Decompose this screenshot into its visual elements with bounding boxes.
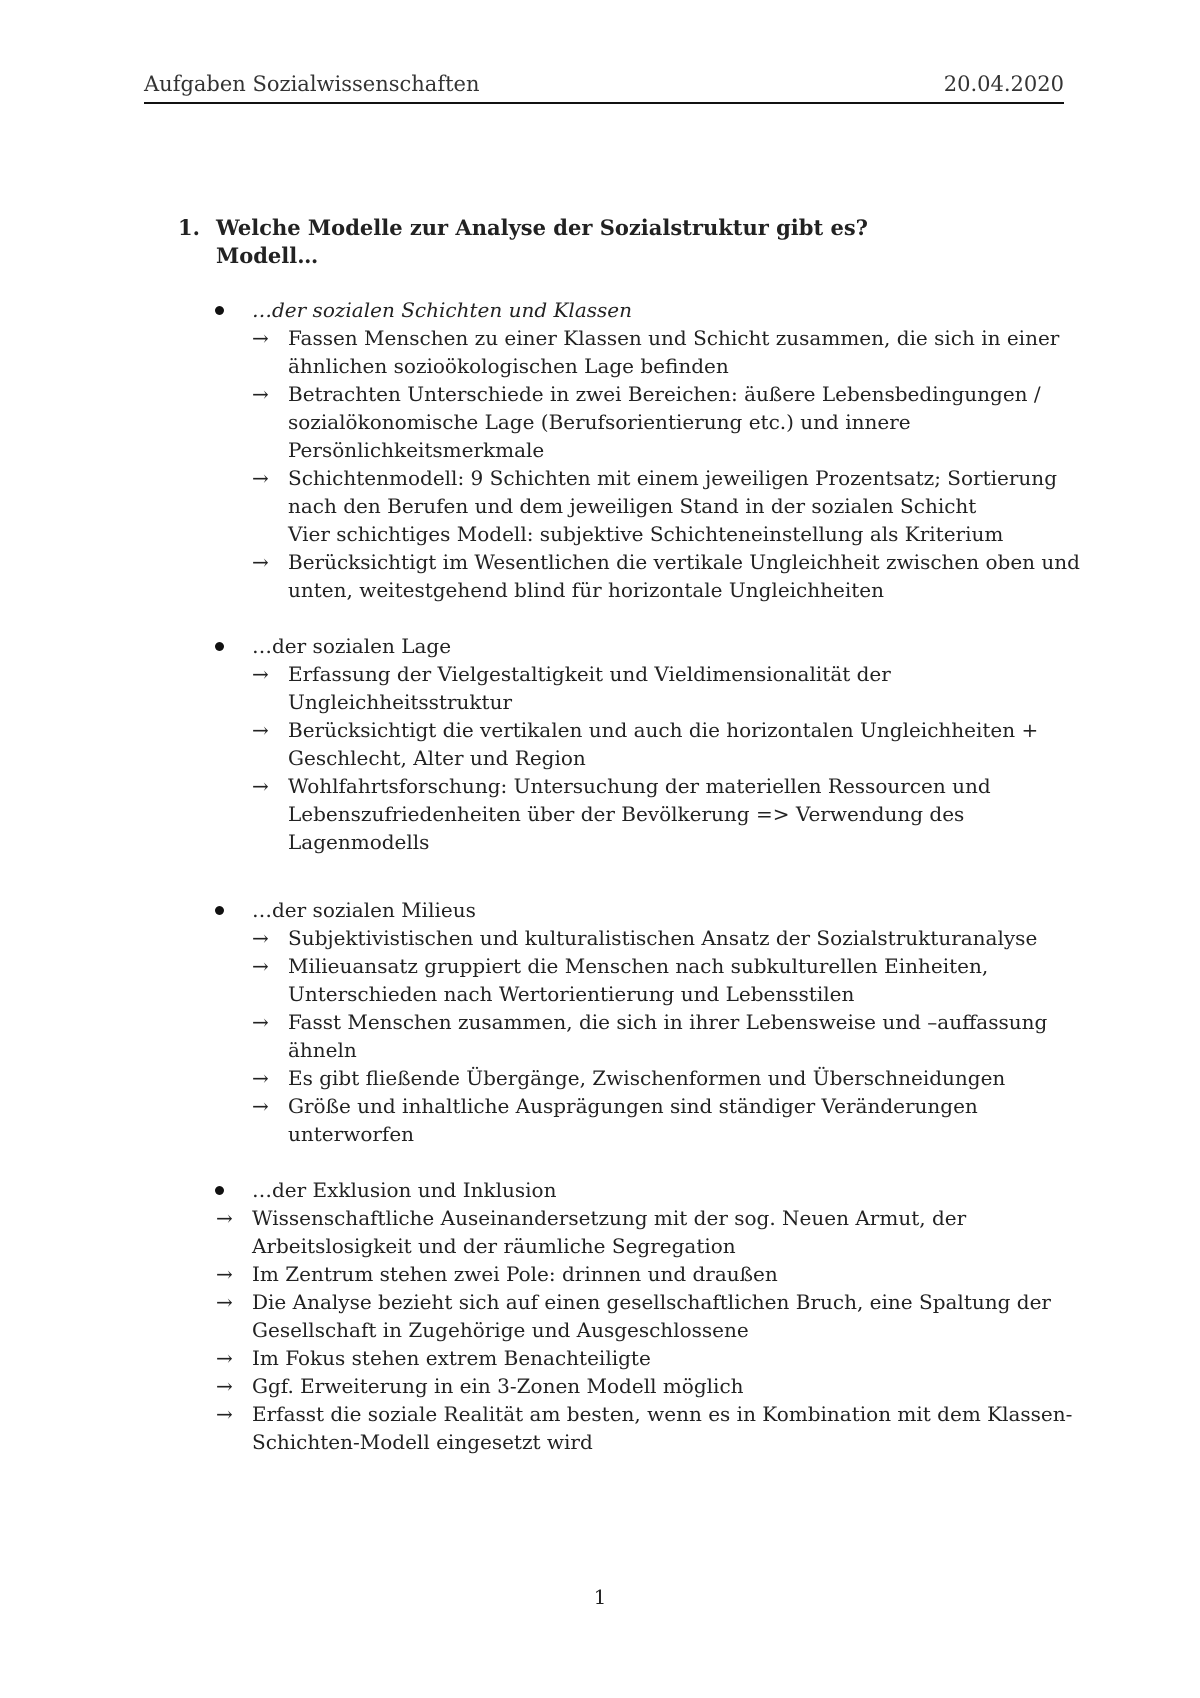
arrow-icon: → xyxy=(252,1066,269,1090)
section-heading: …der sozialen Schichten und Klassen xyxy=(252,298,632,322)
item-line: Persönlichkeitsmerkmale xyxy=(288,438,545,462)
bullet-icon xyxy=(215,906,224,915)
item-line: Größe und inhaltliche Ausprägungen sind ständiger Veränderungen xyxy=(288,1094,978,1118)
item-text xyxy=(252,1260,778,1288)
item-text xyxy=(288,380,1041,464)
item-line: Wohlfahrtsforschung: Untersuchung der materiellen Ressourcen und xyxy=(288,774,991,798)
arrow-icon: → xyxy=(252,1094,269,1118)
item-line: Arbeitslosigkeit und der räumliche Segregation xyxy=(252,1234,736,1258)
item-line: Es gibt fließende Übergänge, Zwischenformen und Überschneidungen xyxy=(288,1066,1006,1090)
bullet-icon xyxy=(215,306,224,315)
item-line: unterworfen xyxy=(288,1122,415,1146)
item-line: ähneln xyxy=(288,1038,357,1062)
arrow-icon: → xyxy=(252,1010,269,1034)
item-line: Berücksichtigt im Wesentlichen die vertikale Ungleichheit zwischen oben und xyxy=(288,550,1080,574)
bullet-icon xyxy=(215,1186,224,1195)
arrow-icon: → xyxy=(252,774,269,798)
item-line: Wissenschaftliche Auseinandersetzung mit der sog. Neuen Armut, der xyxy=(252,1206,967,1230)
item-line: Berücksichtigt die vertikalen und auch die horizontalen Ungleichheiten + xyxy=(288,718,1039,742)
item-text xyxy=(288,952,988,1008)
item-line: Geschlecht, Alter und Region xyxy=(288,746,586,770)
item-line: Erfassung der Vielgestaltigkeit und Vieldimensionalität der xyxy=(288,662,891,686)
arrow-icon: → xyxy=(216,1290,233,1314)
item-text xyxy=(252,1372,744,1400)
item-line: nach den Berufen und dem jeweiligen Stand in der sozialen Schicht xyxy=(288,494,977,518)
item-line: ähnlichen sozioökologischen Lage befinden xyxy=(288,354,729,378)
item-line: sozialökonomische Lage (Berufsorientierung etc.) und innere xyxy=(288,410,911,434)
item-text xyxy=(288,660,891,716)
section-heading: …der sozialen Lage xyxy=(252,634,452,658)
item-line: Gesellschaft in Zugehörige und Ausgeschlossene xyxy=(252,1318,749,1342)
page-header xyxy=(144,72,1064,104)
arrow-icon: → xyxy=(252,326,269,350)
item-line: Erfasst die soziale Realität am besten, wenn es in Kombination mit dem Klassen- xyxy=(252,1402,1073,1426)
item-text xyxy=(288,716,1038,772)
arrow-icon: → xyxy=(252,954,269,978)
arrow-icon: → xyxy=(252,926,269,950)
section-heading: …der Exklusion und Inklusion xyxy=(252,1178,557,1202)
bullet-icon xyxy=(215,642,224,651)
item-line: Lagenmodells xyxy=(288,830,430,854)
item-text xyxy=(288,464,1057,548)
item-line: Unterschieden nach Wertorientierung und Lebensstilen xyxy=(288,982,855,1006)
arrow-icon: → xyxy=(216,1262,233,1286)
question-text: Welche Modelle zur Analyse der Sozialstruktur gibt es? xyxy=(216,215,868,240)
item-line: Subjektivistischen und kulturalistischen Ansatz der Sozialstrukturanalyse xyxy=(288,926,1038,950)
section-heading: …der sozialen Milieus xyxy=(252,898,476,922)
item-text xyxy=(252,1288,1051,1344)
item-text xyxy=(288,1008,1047,1064)
item-text xyxy=(288,1064,1005,1092)
item-text xyxy=(288,924,1037,952)
header-title: Aufgaben Sozialwissenschaften xyxy=(144,72,480,96)
arrow-icon: → xyxy=(252,466,269,490)
item-line: Fasst Menschen zusammen, die sich in ihrer Lebensweise und –auffassung xyxy=(288,1010,1048,1034)
question-number: 1. xyxy=(178,215,200,240)
item-line: Vier schichtiges Modell: subjektive Schichteneinstellung als Kriterium xyxy=(288,522,1004,546)
question-subtitle: Modell… xyxy=(216,243,319,268)
arrow-icon: → xyxy=(252,718,269,742)
item-line: Im Zentrum stehen zwei Pole: drinnen und draußen xyxy=(252,1262,778,1286)
item-line: Milieuansatz gruppiert die Menschen nach subkulturellen Einheiten, xyxy=(288,954,989,978)
item-text xyxy=(252,1204,966,1260)
arrow-icon: → xyxy=(252,550,269,574)
item-text xyxy=(252,1344,651,1372)
item-text xyxy=(288,772,991,856)
item-line: Fassen Menschen zu einer Klassen und Schicht zusammen, die sich in einer xyxy=(288,326,1060,350)
item-line: Die Analyse bezieht sich auf einen gesellschaftlichen Bruch, eine Spaltung der xyxy=(252,1290,1051,1314)
item-line: Betrachten Unterschiede in zwei Bereichen: äußere Lebensbedingungen / xyxy=(288,382,1041,406)
item-text xyxy=(288,548,1080,604)
item-line: Lebenszufriedenheiten über der Bevölkerung => Verwendung des xyxy=(288,802,965,826)
item-line: Schichtenmodell: 9 Schichten mit einem jeweiligen Prozentsatz; Sortierung xyxy=(288,466,1057,490)
arrow-icon: → xyxy=(216,1206,233,1230)
item-line: unten, weitestgehend blind für horizontale Ungleichheiten xyxy=(288,578,884,602)
arrow-icon: → xyxy=(216,1374,233,1398)
item-line: Schichten-Modell eingesetzt wird xyxy=(252,1430,593,1454)
item-line: Im Fokus stehen extrem Benachteiligte xyxy=(252,1346,651,1370)
arrow-icon: → xyxy=(216,1346,233,1370)
page-number: 1 xyxy=(593,1585,607,1609)
item-line: Ungleichheitsstruktur xyxy=(288,690,513,714)
item-text xyxy=(288,1092,978,1148)
arrow-icon: → xyxy=(252,382,269,406)
arrow-icon: → xyxy=(252,662,269,686)
arrow-icon: → xyxy=(216,1402,233,1426)
item-text xyxy=(252,1400,1072,1456)
header-date: 20.04.2020 xyxy=(943,72,1064,96)
item-text xyxy=(288,324,1059,380)
item-line: Ggf. Erweiterung in ein 3-Zonen Modell möglich xyxy=(252,1374,744,1398)
